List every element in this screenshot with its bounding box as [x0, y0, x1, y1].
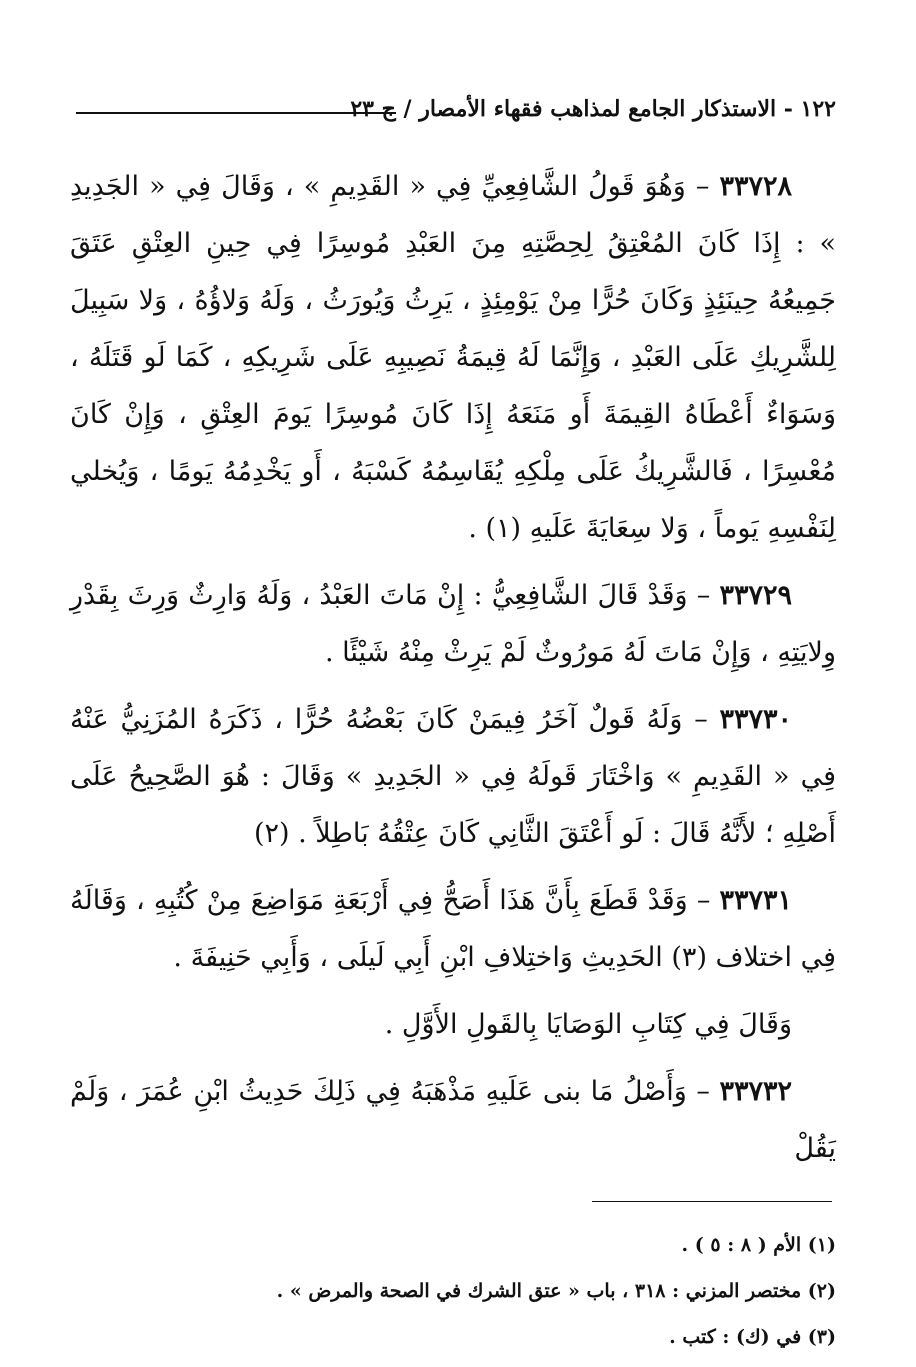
- footnote: (٣) في (ك) : كتب .: [669, 1326, 836, 1348]
- paragraph-number: ٣٣٧٣٠: [719, 704, 792, 735]
- paragraph: [70, 158, 836, 557]
- paragraph-text: – وَهُوَ قَولُ الشَّافِعِيِّ فِي « القَدِيمِ » ، وَقَالَ فِي « الجَدِيدِ » : إِذَا كَانَ المُعْتِقُ لِحِصَّتِهِ مِنَ العَبْدِ مُوسِرًا فِي حِينِ العِتْقِ عَتَقَ جَمِيعُهُ حِينَئِذٍ وَكَانَ حُرًّا مِنْ يَوْمِئِذٍ ، يَرِثُ وَيُورَثُ ، وَلَهُ وَلاؤُهُ ، وَلا سَبِيلَ لِلشَّرِيكِ عَلَى العَبْدِ ، وَإِنَّمَا لَهُ قِيمَةُ نَصِيبِهِ عَلَى شَرِيكِهِ ، كَمَا لَو قَتَلَهُ ، وَسَوَاءٌ أَعْطَاهُ القِيمَةَ أَو مَنَعَهُ إِذَا كَانَ مُوسِرًا يَومَ العِتْقِ ، وَإِنْ كَانَ مُعْسِرًا ، فَالشَّرِيكُ عَلَى مِلْكِهِ يُقَاسِمُهُ كَسْبَهُ ، أَو يَخْدِمُهُ يَومًا ، وَيُخلي لِنَفْسِهِ يَوماً ، وَلا سِعَايَةَ عَلَيهِ (١) .: [70, 171, 836, 544]
- main-text: [70, 158, 836, 1187]
- paragraph-text: – وَلَهُ قَولٌ آخَرُ فِيمَنْ كَانَ بَعْضُهُ حُرًّا ، ذَكَرَهُ المُزَنِيُّ عَنْهُ فِي « القَدِيمِ » وَاخْتَارَ قَولَهُ فِي « الجَدِيدِ » وَقَالَ : هُوَ الصَّحِيحُ عَلَى أَصْلِهِ ؛ لأَنَّهُ قَالَ : لَو أَعْتَقَ الثَّانِي كَانَ عِتْقُهُ بَاطِلاً . (٢): [70, 704, 836, 849]
- page-header: [76, 96, 836, 136]
- footnote: (١) الأم ( ٨ : ٥ ) .: [681, 1234, 836, 1256]
- paragraph-number: ٣٣٧٢٨: [719, 171, 792, 202]
- footnote: (٢) مختصر المزني : ٣١٨ ، باب « عتق الشرك في الصحة والمرض » .: [276, 1280, 836, 1302]
- paragraph-text: – وَأَصْلُ مَا بنى عَلَيهِ مَذْهَبَهُ فِي ذَلِكَ حَدِيثُ ابْنِ عُمَرَ ، وَلَمْ يَقُلْ: [70, 1076, 836, 1164]
- footnotes: [70, 1222, 836, 1360]
- paragraph-number: ٣٣٧٣٢: [719, 1076, 792, 1107]
- paragraph: [70, 872, 836, 986]
- paragraph: [70, 1063, 836, 1177]
- footnote-separator: [592, 1201, 832, 1202]
- paragraph: [70, 567, 836, 681]
- paragraph-text: وَقَالَ فِي كِتَابِ الوَصَايَا بِالقَولِ الأَوَّلِ .: [384, 1009, 792, 1040]
- running-head: ١٢٢ - الاستذكار الجامع لمذاهب فقهاء الأمصار / ج ٢٣: [350, 96, 836, 122]
- paragraph-number: ٣٣٧٣١: [719, 885, 792, 916]
- paragraph-text: – وَقَدْ قَالَ الشَّافِعِيُّ : إِنْ مَاتَ العَبْدُ ، وَلَهُ وَارِثٌ وَرِثَ بِقَدْرِ وِلايَتِهِ ، وَإِنْ مَاتَ لَهُ مَورُوثٌ لَمْ يَرِثْ مِنْهُ شَيْئًا .: [70, 580, 836, 668]
- paragraph-text: – وَقَدْ قَطَعَ بِأَنَّ هَذَا أَصَحُّ فِي أَرْبَعَةِ مَوَاضِعَ مِنْ كُتُبِهِ ، وَقَالَهُ فِي اختلاف (٣) الحَدِيثِ وَاختِلافِ ابْنِ أَبِي لَيلَى ، وَأَبِي حَنِيفَةَ .: [70, 885, 836, 973]
- paragraph: [70, 691, 836, 862]
- paragraph-number: ٣٣٧٢٩: [719, 580, 792, 611]
- paragraph: [70, 996, 836, 1053]
- header-rule: [76, 112, 396, 114]
